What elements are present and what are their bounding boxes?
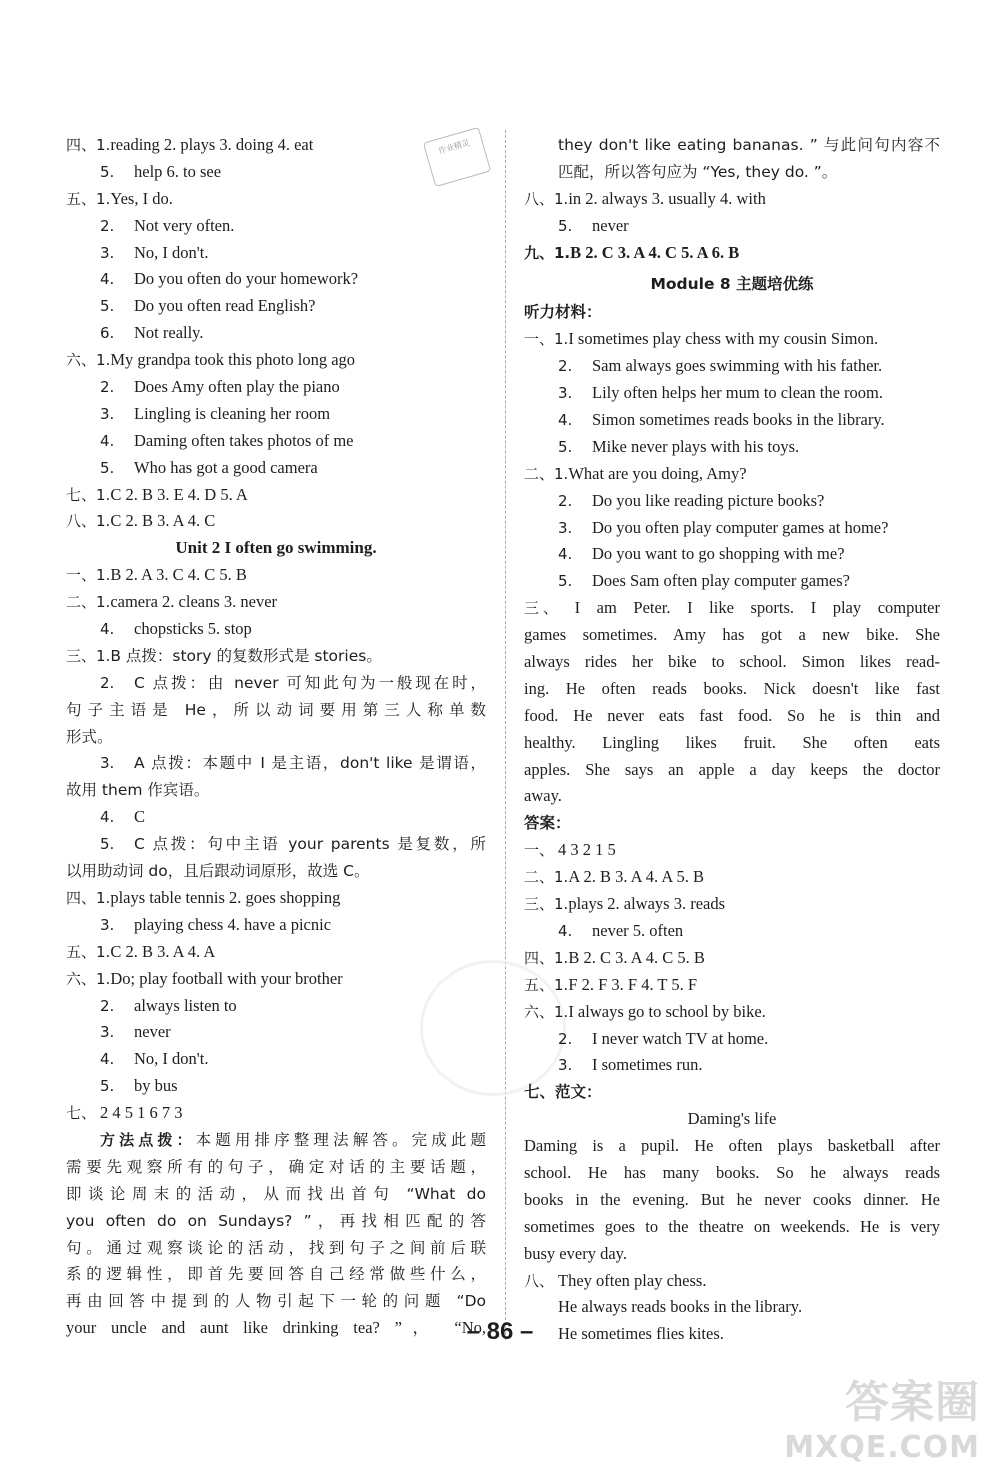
- right-line: [524, 434, 940, 461]
- item-number: 八、1.: [66, 512, 111, 531]
- item-number: 3.: [100, 754, 115, 773]
- line-text: Lingling is cleaning her room: [134, 403, 331, 423]
- right-line: [524, 757, 940, 784]
- line-text: What are you doing, Amy?: [568, 463, 747, 483]
- item-number: 一、: [524, 841, 555, 860]
- line-text: I never watch TV at home.: [592, 1028, 769, 1048]
- item-number: 一、1.: [66, 566, 111, 585]
- line-text: you often do on Sundays? ”，再找相匹配的答: [66, 1211, 486, 1230]
- line-text: 句。通过观察谈论的活动，找到句子之间前后联: [66, 1238, 486, 1257]
- item-number: 5.: [558, 216, 573, 235]
- line-text: busy every day.: [524, 1243, 627, 1263]
- item-number: 3.: [558, 384, 573, 403]
- line-text: I sometimes play chess with my cousin Simon.: [568, 329, 879, 349]
- line-text: Do you often do your homework?: [134, 269, 359, 289]
- line-text: chopsticks 5. stop: [134, 619, 252, 639]
- right-line: [524, 299, 940, 326]
- right-line: [524, 1026, 940, 1053]
- line-text: 再由回答中提到的人物引起下一轮的问题 “Do: [66, 1292, 486, 1311]
- left-line: [66, 750, 486, 777]
- line-text: 句子主语是 He，所以动词要用第三人称单数: [66, 700, 486, 719]
- line-text: B 2. C 3. A 4. C 5. A 6. B: [570, 242, 740, 262]
- right-line: [524, 186, 940, 213]
- line-text: food. He never eats fast food. So he is thin and: [524, 705, 940, 725]
- item-number: 4.: [558, 411, 573, 430]
- left-line: [66, 535, 486, 562]
- item-number: 5.: [100, 458, 115, 477]
- item-number: 5.: [100, 162, 115, 181]
- line-text: B 点拨：story 的复数形式是 stories。: [110, 646, 382, 665]
- line-text: plays 2. always 3. reads: [568, 894, 726, 914]
- item-number: 5.: [558, 437, 573, 456]
- item-number: 三、1.: [524, 895, 569, 914]
- left-line: [66, 939, 486, 966]
- item-number: 七、1.: [66, 485, 111, 504]
- item-number: 4.: [100, 808, 115, 827]
- line-text: always listen to: [134, 995, 237, 1015]
- item-number: 2.: [558, 1029, 573, 1048]
- line-text: Daming's life: [687, 1109, 777, 1129]
- line-text: Do you like reading picture books?: [592, 490, 825, 510]
- left-line: [66, 1208, 486, 1235]
- right-line: [524, 380, 940, 407]
- item-number: 2.: [558, 357, 573, 376]
- left-line: [66, 912, 486, 939]
- left-line: [66, 831, 486, 858]
- line-text: Module 8 主题培优练: [650, 275, 814, 294]
- right-line: [524, 1268, 940, 1295]
- line-text: Do you often read English?: [134, 296, 316, 316]
- left-line: [66, 1154, 486, 1181]
- line-text: Lily often helps her mum to clean the room.: [592, 383, 883, 403]
- line-text: Simon sometimes reads books in the library.: [592, 410, 885, 430]
- line-text: Does Amy often play the piano: [134, 377, 340, 397]
- item-number: 2.: [558, 491, 573, 510]
- item-number: 五、1.: [524, 975, 569, 994]
- left-line: [66, 482, 486, 509]
- item-number: 五、1.: [66, 942, 111, 961]
- line-text: 本题用排序整理法解答。完成此题: [195, 1130, 486, 1149]
- left-column: [66, 132, 486, 1342]
- line-text: healthy. Lingling likes fruit. She often eats: [524, 732, 940, 752]
- item-number: 二、1.: [524, 464, 569, 483]
- item-number: 六、1.: [524, 1002, 569, 1021]
- line-text: 以用助动词 do，且后跟动词原形，故选 C。: [66, 862, 370, 881]
- column-divider: [505, 130, 506, 1340]
- left-line: [66, 966, 486, 993]
- line-text: Not really.: [134, 323, 204, 343]
- line-text: I am Peter. I like sports. I play computer: [558, 598, 940, 618]
- item-number: 2.: [100, 996, 115, 1015]
- line-text: reading 2. plays 3. doing 4. eat: [110, 135, 314, 154]
- left-line: [66, 186, 486, 213]
- item-number: 5.: [100, 297, 115, 316]
- item-number: 2.: [100, 216, 115, 235]
- item-number: 3.: [100, 404, 115, 423]
- item-number: 6.: [100, 324, 115, 343]
- right-line: [524, 515, 940, 542]
- item-number: 三、1.: [66, 646, 111, 665]
- line-text: He always reads books in the library.: [558, 1297, 803, 1317]
- line-text: B 2. A 3. C 4. C 5. B: [110, 565, 247, 585]
- item-number: 4.: [100, 1050, 115, 1069]
- line-text: sometimes goes to the theatre on weekends. He is very: [524, 1216, 940, 1236]
- right-line: [524, 972, 940, 999]
- left-line: [66, 885, 486, 912]
- item-number: 5.: [100, 835, 115, 854]
- right-line: [524, 891, 940, 918]
- left-line: [66, 508, 486, 535]
- line-text: No, I don't.: [134, 242, 209, 262]
- item-number: 2.: [100, 673, 115, 692]
- right-line: [524, 676, 940, 703]
- line-text: 听力材料：: [524, 303, 602, 322]
- line-text: Do you often play computer games at home?: [592, 517, 889, 537]
- item-number: 二、1.: [524, 868, 569, 887]
- left-line: [66, 1288, 486, 1315]
- line-text: Do you want to go shopping with me?: [592, 544, 845, 564]
- line-text: I always go to school by bike.: [568, 1001, 766, 1021]
- left-line: [66, 589, 486, 616]
- line-text: Daming is a pupil. He often plays basketball after: [524, 1136, 940, 1156]
- line-text: Mike never plays with his toys.: [592, 436, 800, 456]
- line-text: Daming often takes photos of me: [134, 430, 354, 450]
- item-number: 4.: [100, 620, 115, 639]
- item-number: 二、1.: [66, 593, 111, 612]
- item-number: 六、1.: [66, 969, 111, 988]
- item-number: 3.: [558, 1056, 573, 1075]
- item-number: 5.: [558, 572, 573, 591]
- line-text: He sometimes flies kites.: [558, 1324, 724, 1344]
- line-text: Unit 2 I often go swimming.: [175, 538, 377, 558]
- right-line: [524, 622, 940, 649]
- tip-label: 方法点拨：: [100, 1130, 196, 1149]
- right-line: [524, 132, 940, 159]
- item-number: 四、1.: [524, 948, 569, 967]
- left-line: [66, 1127, 486, 1154]
- item-number: 5.: [100, 1077, 115, 1096]
- item-number: 一、1.: [524, 330, 569, 349]
- line-text: No, I don't.: [134, 1049, 209, 1069]
- left-line: [66, 1100, 486, 1127]
- right-line: [524, 999, 940, 1026]
- right-line: [524, 266, 940, 299]
- item-number: 四、1.: [66, 888, 111, 907]
- item-number: 3.: [100, 1023, 115, 1042]
- right-line: [524, 649, 940, 676]
- line-text: 即谈论周末的活动，从而找出首句 “What do: [66, 1184, 486, 1203]
- line-text: by bus: [134, 1076, 178, 1096]
- right-line: [524, 407, 940, 434]
- right-line: [524, 1187, 940, 1214]
- left-line: [66, 428, 486, 455]
- right-line: [524, 159, 940, 186]
- item-number: 四、1.: [66, 136, 111, 154]
- line-text: 2 4 5 1 6 7 3: [100, 1103, 183, 1123]
- item-number: 七、: [66, 1104, 97, 1123]
- right-line: [524, 240, 940, 267]
- line-text: C 2. B 3. A 4. C: [110, 511, 216, 531]
- line-text: never: [592, 215, 629, 235]
- right-line: [524, 1160, 940, 1187]
- right-line: [524, 213, 940, 240]
- right-line: [524, 1106, 940, 1133]
- left-line: [66, 643, 486, 670]
- line-text: apples. She says an apple a day keeps the doctor: [524, 759, 940, 779]
- line-text: your uncle and aunt like drinking tea? ”， “No,: [66, 1318, 486, 1338]
- line-text: 匹配，所以答句应为 “Yes, they do. ”。: [558, 162, 838, 181]
- line-text: My grandpa took this photo long ago: [110, 350, 356, 370]
- line-text: 故用 them 作宾语。: [66, 781, 210, 800]
- line-text: C 点拨：由 never 可知此句为一般现在时，: [134, 673, 486, 692]
- line-text: F 2. F 3. F 4. T 5. F: [568, 974, 698, 994]
- right-line: [524, 461, 940, 488]
- watermark-logo-text: 答案圈: [845, 1377, 980, 1428]
- left-line: [66, 804, 486, 831]
- page-number: – 86 –: [466, 1318, 534, 1345]
- left-line: [66, 697, 486, 724]
- left-line: [66, 562, 486, 589]
- right-line: [524, 864, 940, 891]
- left-line: [66, 724, 486, 751]
- right-line: [524, 1079, 940, 1106]
- left-line: [66, 401, 486, 428]
- stamp-text: 作业精灵: [437, 138, 471, 156]
- left-line: [66, 240, 486, 267]
- line-text: school. He has many books. So he always reads: [524, 1162, 940, 1182]
- right-line: [524, 568, 940, 595]
- right-line: [524, 1214, 940, 1241]
- line-text: away.: [524, 786, 562, 806]
- left-line: [66, 993, 486, 1020]
- line-text: 需要先观察所有的句子，确定对话的主要话题，: [66, 1157, 486, 1176]
- left-line: [66, 266, 486, 293]
- right-line: [524, 1133, 940, 1160]
- right-line: [524, 326, 940, 353]
- left-line: [66, 1046, 486, 1073]
- line-text: Yes, I do.: [110, 188, 173, 208]
- line-text: books in the evening. But he never cooks dinner. He: [524, 1189, 940, 1209]
- item-number: 八、: [524, 1271, 555, 1290]
- item-number: 4.: [558, 921, 573, 940]
- right-line: [524, 945, 940, 972]
- line-text: in 2. always 3. usually 4. with: [568, 188, 766, 208]
- right-line: [524, 488, 940, 515]
- line-text: never: [134, 1022, 171, 1042]
- line-text: They often play chess.: [558, 1270, 707, 1290]
- left-line: [66, 1181, 486, 1208]
- line-text: Who has got a good camera: [134, 457, 318, 477]
- line-text: always rides her bike to school. Simon likes read-: [524, 652, 940, 672]
- left-line: [66, 213, 486, 240]
- item-number: 4.: [558, 545, 573, 564]
- line-text: ing. He often reads books. Nick doesn't like fast: [524, 678, 940, 698]
- line-text: games sometimes. Amy has got a new bike. She: [524, 625, 940, 645]
- left-line: [66, 132, 486, 159]
- left-line: [66, 320, 486, 347]
- line-text: plays table tennis 2. goes shopping: [110, 887, 341, 907]
- line-text: help 6. to see: [134, 161, 222, 181]
- line-text: C 2. B 3. A 4. A: [110, 941, 216, 961]
- left-line: [66, 858, 486, 885]
- item-number: 4.: [100, 270, 115, 289]
- line-text: Does Sam often play computer games?: [592, 571, 850, 591]
- item-number: 三、: [524, 599, 558, 618]
- right-line: [524, 1052, 940, 1079]
- item-number: 3.: [100, 915, 115, 934]
- item-number: 五、1.: [66, 189, 111, 208]
- site-watermark: [784, 1366, 980, 1465]
- left-line: [66, 455, 486, 482]
- item-number: 六、1.: [66, 351, 111, 370]
- left-line: [66, 293, 486, 320]
- right-line: [524, 703, 940, 730]
- left-line: [66, 1019, 486, 1046]
- item-number: 九、1.: [524, 243, 571, 262]
- right-line: [524, 541, 940, 568]
- right-line: [524, 353, 940, 380]
- item-number: 3.: [100, 243, 115, 262]
- left-line: [66, 159, 486, 186]
- line-text: A 点拨：本题中 I 是主语，don't like 是谓语，: [134, 754, 486, 773]
- line-text: 4 3 2 1 5: [558, 840, 616, 860]
- item-number: 3.: [558, 518, 573, 537]
- left-line: [66, 1073, 486, 1100]
- line-text: I sometimes run.: [592, 1055, 703, 1075]
- item-number: 2.: [100, 378, 115, 397]
- right-line: [524, 595, 940, 622]
- line-text: C 2. B 3. E 4. D 5. A: [110, 484, 248, 504]
- line-text: Sam always goes swimming with his father.: [592, 356, 883, 376]
- line-text: C 点拨：句中主语 your parents 是复数，所: [134, 835, 486, 854]
- line-text: camera 2. cleans 3. never: [110, 592, 278, 612]
- left-line: [66, 777, 486, 804]
- left-line: [66, 347, 486, 374]
- item-number: 4.: [100, 431, 115, 450]
- line-text: B 2. C 3. A 4. C 5. B: [568, 947, 705, 967]
- left-line: [66, 374, 486, 401]
- item-number: 八、1.: [524, 189, 569, 208]
- left-line: [66, 1261, 486, 1288]
- line-text: A 2. B 3. A 4. A 5. B: [568, 867, 705, 887]
- line-text: they don't like eating bananas. ” 与此问句内容不: [558, 136, 940, 154]
- line-text: 七、范文：: [524, 1083, 602, 1102]
- watermark-url: MXQE.COM: [784, 1430, 980, 1465]
- left-line: [66, 616, 486, 643]
- line-text: Not very often.: [134, 215, 235, 235]
- line-text: 答案：: [524, 814, 571, 833]
- right-line: [524, 730, 940, 757]
- left-line: [66, 1235, 486, 1262]
- right-line: [524, 810, 940, 837]
- right-line: [524, 783, 940, 810]
- left-line: [66, 670, 486, 697]
- line-text: playing chess 4. have a picnic: [134, 914, 332, 934]
- right-line: [524, 918, 940, 945]
- line-text: C: [134, 807, 146, 827]
- line-text: Do; play football with your brother: [110, 968, 343, 988]
- right-line: [524, 1241, 940, 1268]
- right-line: [524, 837, 940, 864]
- line-text: never 5. often: [592, 920, 684, 940]
- line-text: 系的逻辑性，即首先要回答自己经常做些什么，: [66, 1265, 486, 1284]
- right-column: [524, 132, 940, 1348]
- line-text: 形式。: [66, 727, 113, 746]
